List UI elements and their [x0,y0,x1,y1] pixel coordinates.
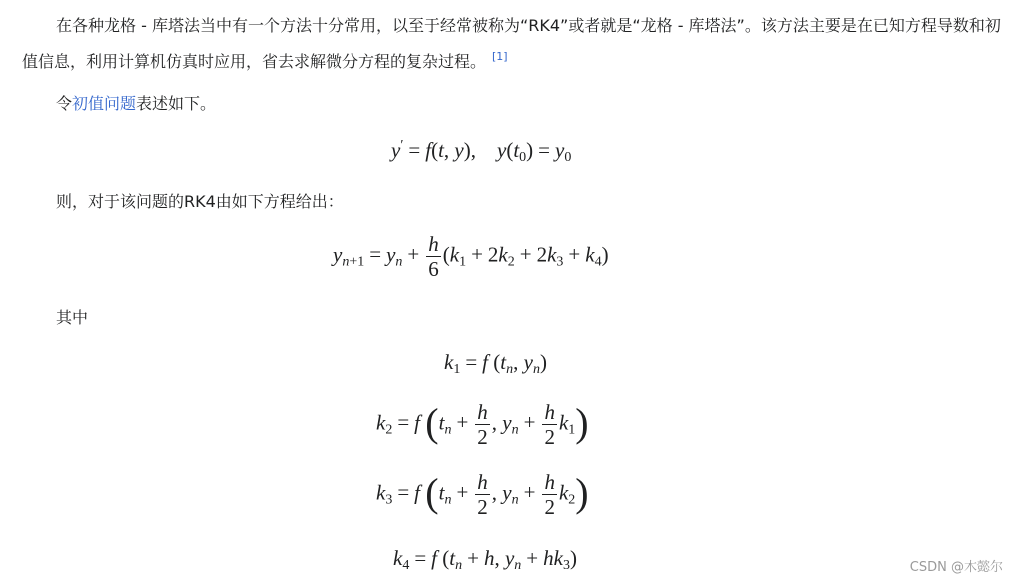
k4-equation: $k_4 = f$ ($t_n + h$, $y_n + hk_3$) [393,546,577,573]
k2-equation: $k_2 = f$ ($t_n$ + $\frac{h}{2}$ , $y_n$ + $\frac{h}{2}$ $k_1$) [376,399,589,449]
rk4-update-equation: $y_{n+1} = y_n$ + $\frac{h}{6}$ $(k_1 + 2k_2 + 2k_3 + k_4)$ [333,232,609,281]
ivp-equation: y′ = f(t, y), $y(t_0) = y_0$ [391,138,572,165]
watermark: CSDN @木懿尔 [909,560,1003,575]
intro-text: 在各种龙格 - 库塔法当中有一个方法十分常用，以至于经常被称为“RK4”或者就是“龙格 - 库塔法”。该方法主要是在已知方程导数和初值信息，利用计算机仿真时应用，省去求解微分方程的复杂过程。 [22,16,1001,71]
k1-equation: $k_1 = f$ ($t_n$, $y_n$) [444,350,547,377]
citation-link[interactable]: [1] [492,50,508,63]
where-paragraph: 其中 [56,308,89,327]
rk4-intro-paragraph: 则，对于该问题的RK4由如下方程给出： [56,192,344,211]
ivp-paragraph [56,88,216,119]
ivp-suffix: 表述如下。 [136,94,217,113]
k3-equation: $k_3 = f$ ($t_n$ + $\frac{h}{2}$ , $y_n$ + $\frac{h}{2}$ $k_2$) [376,469,589,519]
intro-paragraph [22,10,1012,77]
initial-value-problem-link[interactable]: 初值问题 [72,94,137,113]
ivp-prefix: 令 [56,94,73,113]
